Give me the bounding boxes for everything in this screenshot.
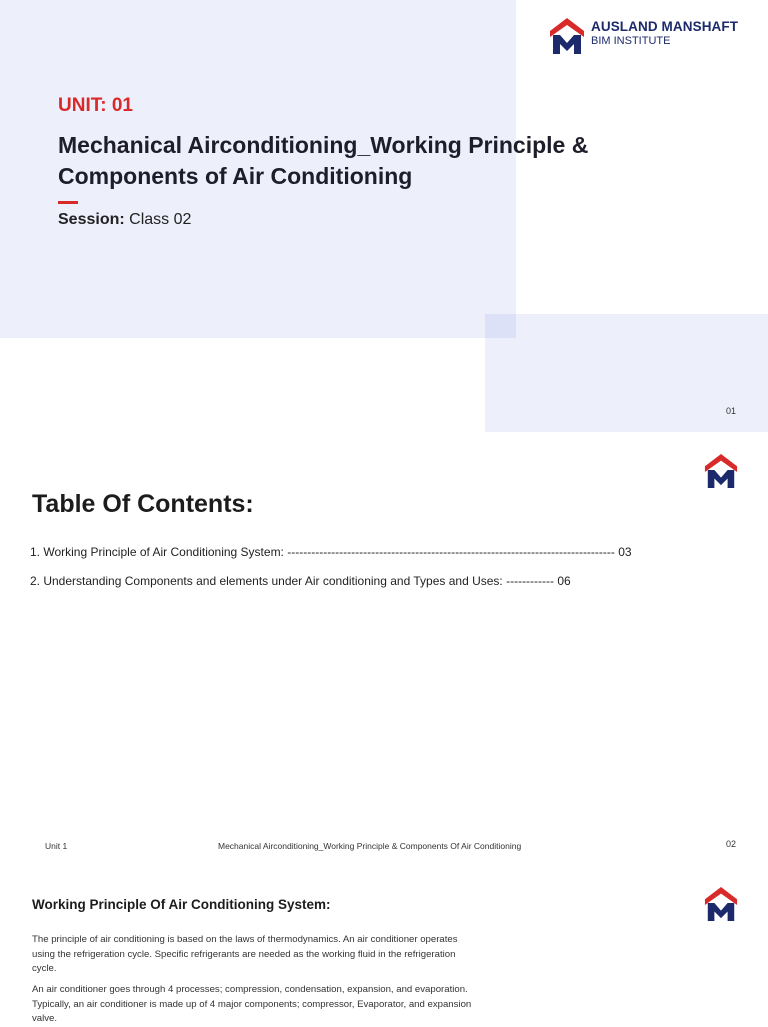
body-paragraph: An air conditioner goes through 4 processes; compression, condensation, expansion, and evaporation. Typically, an air conditioner is made up of 4 major components; compressor, Evaporator, and expansion valve. [32, 984, 472, 1024]
brand-name: AUSLAND MANSHAFT [591, 19, 739, 34]
unit-label: UNIT: 01 [58, 95, 133, 116]
page-number: 01 [726, 406, 737, 416]
toc-title: Table Of Contents: [32, 490, 254, 518]
session-value: Class 02 [124, 211, 192, 228]
brand-subtitle: BIM INSTITUTE [591, 35, 671, 48]
toc-item[interactable]: 1. Working Principle of Air Conditioning System: ---------------------------------------------------------------------------------- 03 [30, 545, 632, 559]
brand-logo [549, 17, 738, 55]
session-line [58, 211, 191, 229]
house-m-logo-icon [549, 17, 585, 55]
footer-title: Mechanical Airconditioning_Working Principle & Components Of Air Conditioning [218, 841, 522, 851]
page-title: Mechanical Airconditioning_Working Principle & Components of Air Conditioning [58, 132, 589, 189]
section-title: Working Principle Of Air Conditioning System: [32, 897, 331, 912]
page-number: 02 [726, 839, 737, 849]
toc-item[interactable]: 2. Understanding Components and elements under Air conditioning and Types and Uses: ------------ 06 [30, 574, 571, 588]
house-m-logo-icon [704, 452, 738, 490]
house-m-logo-icon [704, 885, 738, 923]
session-label: Session: [58, 211, 125, 228]
body-paragraph: The principle of air conditioning is based on the laws of thermodynamics. An air conditioner operates using the refrigeration cycle. Specific refrigerants are needed as the working fluid in the refrigeration cycle. [32, 934, 458, 974]
title-divider [58, 201, 78, 204]
footer-unit: Unit 1 [45, 841, 68, 851]
cover-background-overlap [485, 314, 516, 338]
